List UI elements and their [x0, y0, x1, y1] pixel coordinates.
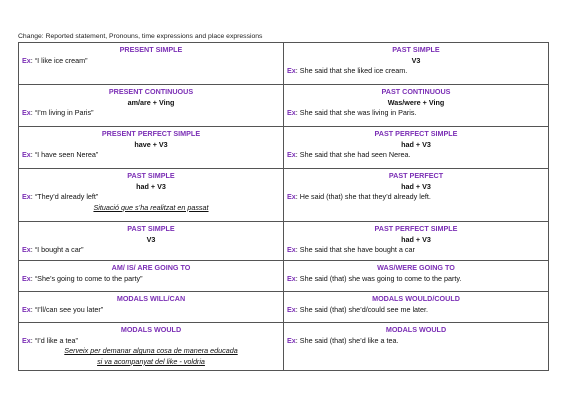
- example-text: : She said (that) she’d like a tea.: [295, 335, 399, 345]
- example-label: Ex: [22, 192, 31, 202]
- reported-speech-cell: [284, 169, 549, 222]
- tense-title: PRESENT SIMPLE: [119, 45, 183, 54]
- direct-speech-cell: [19, 127, 284, 169]
- tense-title: AM/ IS/ ARE GOING TO: [111, 263, 191, 272]
- example-text: : She said that she have bought a car: [295, 245, 415, 255]
- direct-speech-cell: [19, 222, 284, 261]
- example-sentence: [287, 66, 545, 77]
- tense-title: PRESENT CONTINUOUS: [108, 87, 194, 96]
- document-caption: Change: Reported statement, Pronouns, time expressions and place expressions: [18, 33, 263, 40]
- table-row: [19, 43, 549, 85]
- tense-form: have + V3: [134, 139, 168, 149]
- example-text: : “I’d like a tea”: [30, 335, 78, 345]
- direct-speech-cell: [19, 169, 284, 222]
- example-text: : “I like ice cream”: [30, 55, 88, 65]
- table-row: [19, 323, 549, 371]
- example-text: : “They’d already left”: [30, 192, 99, 202]
- example-sentence: [22, 150, 280, 161]
- example-label: Ex: [287, 304, 296, 314]
- example-text: : “I bought a car”: [30, 245, 84, 255]
- tense-title: PRESENT PERFECT SIMPLE: [101, 129, 201, 138]
- table-row: [19, 85, 549, 127]
- tense-title: PAST CONTINUOUS: [381, 87, 451, 96]
- reported-speech-cell: [284, 222, 549, 261]
- example-text: : He said (that) she that they’d already left.: [295, 192, 431, 202]
- example-label: Ex: [287, 192, 296, 202]
- example-label: Ex: [287, 245, 296, 255]
- tense-form: V3: [411, 55, 421, 65]
- example-sentence: [287, 245, 545, 256]
- tense-form: had + V3: [401, 181, 431, 191]
- example-label: Ex: [22, 335, 31, 345]
- example-sentence: [22, 108, 280, 119]
- table-row: [19, 292, 549, 323]
- tense-form: had + V3: [401, 139, 431, 149]
- table-row: [19, 261, 549, 292]
- tense-title: PAST SIMPLE: [392, 45, 440, 54]
- tense-form: had + V3: [136, 181, 166, 191]
- example-sentence: [22, 56, 280, 67]
- example-text: : She said that she liked ice cream.: [295, 66, 408, 76]
- example-sentence: [287, 305, 545, 316]
- example-label: Ex: [22, 55, 31, 65]
- example-sentence: [22, 245, 280, 256]
- reported-speech-cell: [284, 261, 549, 292]
- tense-form: had + V3: [401, 234, 431, 244]
- tense-title: MODALS WOULD: [385, 325, 447, 334]
- example-label: Ex: [22, 108, 31, 118]
- example-label: Ex: [287, 273, 296, 283]
- usage-note: Serveix per demanar alguna cosa de manera educada: [64, 346, 238, 356]
- direct-speech-cell: [19, 323, 284, 371]
- example-label: Ex: [287, 108, 296, 118]
- reported-speech-cell: [284, 127, 549, 169]
- direct-speech-cell: [19, 85, 284, 127]
- table-row: [19, 127, 549, 169]
- direct-speech-cell: [19, 292, 284, 323]
- usage-note: Situació que s’ha realitzat en passat: [93, 202, 209, 212]
- example-label: Ex: [22, 245, 31, 255]
- tense-title: PAST PERFECT SIMPLE: [374, 129, 458, 138]
- tense-title: WAS/WERE GOING TO: [377, 263, 455, 272]
- reported-speech-cell: [284, 85, 549, 127]
- direct-speech-cell: [19, 261, 284, 292]
- example-text: : She said (that) she’d/could see me later.: [295, 304, 429, 314]
- example-sentence: [287, 274, 545, 285]
- example-sentence: [287, 108, 545, 119]
- reported-speech-cell: [284, 323, 549, 371]
- example-text: : She said that she had seen Nerea.: [295, 150, 411, 160]
- tense-title: PAST PERFECT: [388, 171, 444, 180]
- reported-speech-table: [18, 42, 549, 371]
- table-body: [19, 43, 549, 371]
- example-sentence: [22, 192, 280, 203]
- tense-title: PAST SIMPLE: [127, 171, 175, 180]
- tense-title: MODALS WOULD/COULD: [372, 294, 460, 303]
- tense-form: Was/were + Ving: [387, 97, 445, 107]
- example-text: : “I’m living in Paris”: [30, 108, 94, 118]
- direct-speech-cell: [19, 43, 284, 85]
- example-sentence: [287, 336, 545, 347]
- tense-title: MODALS WOULD: [120, 325, 182, 334]
- example-label: Ex: [287, 150, 296, 160]
- example-sentence: [22, 274, 280, 285]
- example-text: : She said (that) she was going to come to the party.: [295, 273, 462, 283]
- example-label: Ex: [287, 335, 296, 345]
- example-sentence: [287, 150, 545, 161]
- example-text: : She said that she was living in Paris.: [295, 108, 417, 118]
- example-label: Ex: [22, 150, 31, 160]
- reported-speech-cell: [284, 292, 549, 323]
- example-label: Ex: [22, 273, 31, 283]
- reported-speech-cell: [284, 43, 549, 85]
- example-sentence: [22, 336, 280, 347]
- example-sentence: [287, 192, 545, 203]
- example-sentence: [22, 305, 280, 316]
- tense-title: MODALS WILL/CAN: [116, 294, 186, 303]
- example-label: Ex: [287, 66, 296, 76]
- example-text: : “I have seen Nerea”: [30, 150, 99, 160]
- tense-title: PAST SIMPLE: [127, 224, 175, 233]
- tense-form: V3: [146, 234, 156, 244]
- table-row: [19, 222, 549, 261]
- table-row: [19, 169, 549, 222]
- example-label: Ex: [22, 304, 31, 314]
- tense-title: PAST PERFECT SIMPLE: [374, 224, 458, 233]
- usage-note: si va acompanyat del like - voldria: [97, 356, 205, 366]
- example-text: : “She’s going to come to the party”: [30, 273, 143, 283]
- tense-form: am/are + Ving: [127, 97, 175, 107]
- example-text: : “I’ll/can see you later”: [30, 304, 104, 314]
